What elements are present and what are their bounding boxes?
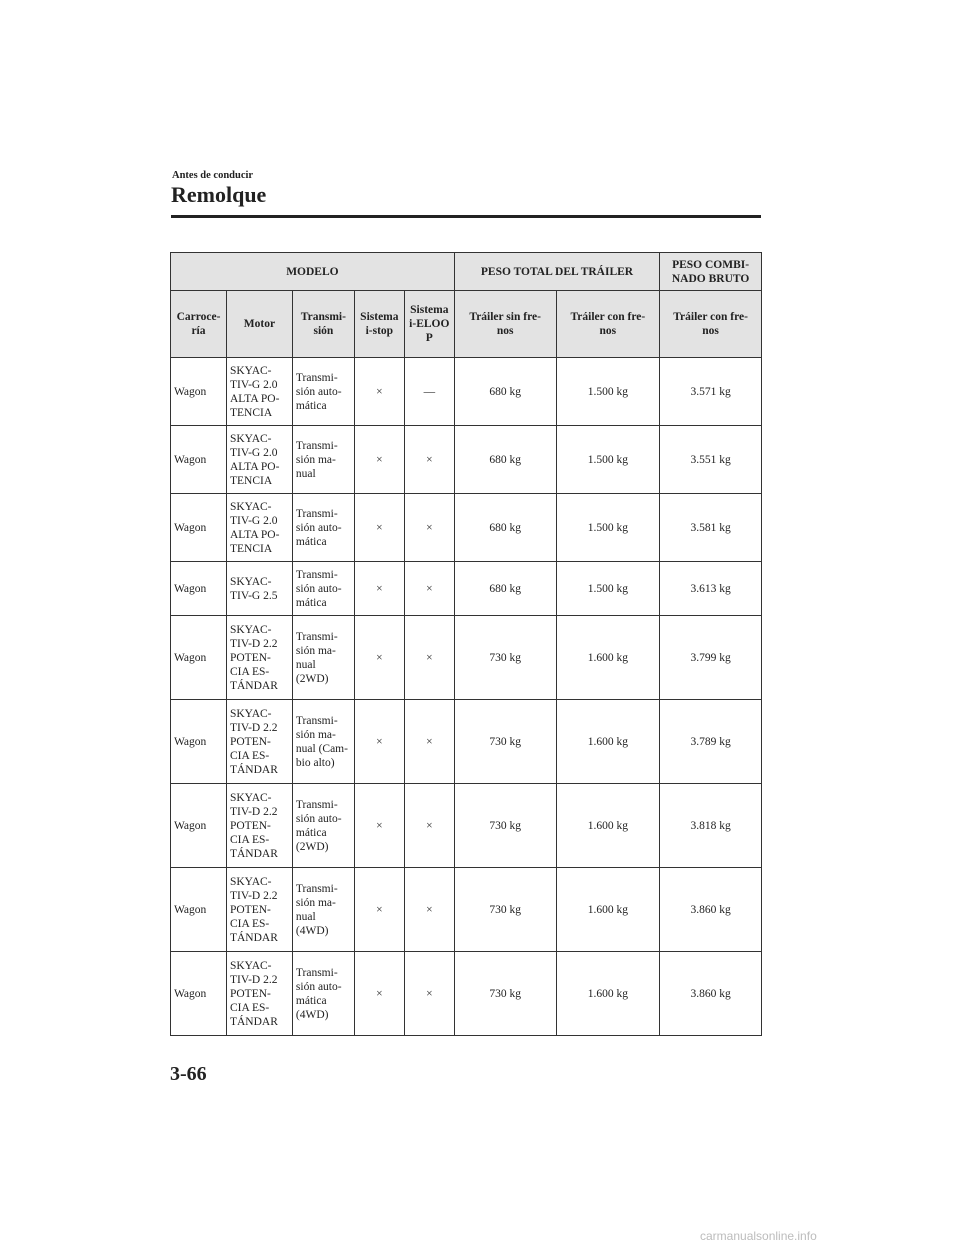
- cell-transmision: Transmi- sión ma- nual (4WD): [292, 868, 354, 952]
- cell-motor: SKYAC- TIV-D 2.2 POTEN- CIA ES- TÁNDAR: [226, 784, 292, 868]
- cell-transmision: Transmi- sión auto- mática: [292, 358, 354, 426]
- cell-trailer-sin-frenos: 680 kg: [454, 562, 556, 616]
- cell-istop: ×: [354, 784, 404, 868]
- header-carroceria: Carroce- ría: [171, 291, 227, 358]
- table-row: [171, 358, 762, 426]
- cell-trailer-con-frenos: 1.600 kg: [556, 868, 660, 952]
- header-trailer-con-frenos-gcw: Tráiler con fre- nos: [660, 291, 762, 358]
- towing-spec-table: [170, 252, 762, 1036]
- cell-transmision: Transmi- sión ma- nual (2WD): [292, 616, 354, 700]
- cell-carroceria: Wagon: [171, 426, 227, 494]
- cell-peso-combinado: 3.799 kg: [660, 616, 762, 700]
- cell-carroceria: Wagon: [171, 952, 227, 1036]
- cell-istop: ×: [354, 952, 404, 1036]
- cell-trailer-con-frenos: 1.500 kg: [556, 562, 660, 616]
- cell-ieloop: ×: [404, 616, 454, 700]
- cell-motor: SKYAC- TIV-G 2.0 ALTA PO- TENCIA: [226, 494, 292, 562]
- cell-peso-combinado: 3.860 kg: [660, 952, 762, 1036]
- cell-peso-combinado: 3.571 kg: [660, 358, 762, 426]
- header-motor: Motor: [226, 291, 292, 358]
- cell-carroceria: Wagon: [171, 562, 227, 616]
- cell-peso-combinado: 3.613 kg: [660, 562, 762, 616]
- cell-istop: ×: [354, 868, 404, 952]
- header-ieloop: Sistema i-ELOO P: [404, 291, 454, 358]
- cell-istop: ×: [354, 700, 404, 784]
- cell-carroceria: Wagon: [171, 700, 227, 784]
- cell-trailer-con-frenos: 1.500 kg: [556, 426, 660, 494]
- cell-trailer-sin-frenos: 680 kg: [454, 358, 556, 426]
- header-peso-total-trailer: PESO TOTAL DEL TRÁILER: [454, 253, 659, 291]
- table-row: [171, 426, 762, 494]
- section-label: Antes de conducir: [172, 170, 254, 181]
- cell-trailer-con-frenos: 1.500 kg: [556, 358, 660, 426]
- cell-motor: SKYAC- TIV-G 2.5: [226, 562, 292, 616]
- cell-carroceria: Wagon: [171, 616, 227, 700]
- cell-peso-combinado: 3.789 kg: [660, 700, 762, 784]
- cell-carroceria: Wagon: [171, 868, 227, 952]
- column-header-row: [171, 291, 762, 358]
- cell-motor: SKYAC- TIV-D 2.2 POTEN- CIA ES- TÁNDAR: [226, 700, 292, 784]
- cell-ieloop: —: [404, 358, 454, 426]
- table-row: [171, 562, 762, 616]
- cell-trailer-sin-frenos: 730 kg: [454, 868, 556, 952]
- cell-peso-combinado: 3.581 kg: [660, 494, 762, 562]
- table-row: [171, 616, 762, 700]
- cell-motor: SKYAC- TIV-D 2.2 POTEN- CIA ES- TÁNDAR: [226, 868, 292, 952]
- cell-motor: SKYAC- TIV-D 2.2 POTEN- CIA ES- TÁNDAR: [226, 616, 292, 700]
- cell-transmision: Transmi- sión ma- nual (Cam- bio alto): [292, 700, 354, 784]
- cell-istop: ×: [354, 426, 404, 494]
- cell-trailer-con-frenos: 1.500 kg: [556, 494, 660, 562]
- cell-istop: ×: [354, 616, 404, 700]
- header-istop: Sistema i-stop: [354, 291, 404, 358]
- table-row: [171, 784, 762, 868]
- cell-motor: SKYAC- TIV-G 2.0 ALTA PO- TENCIA: [226, 358, 292, 426]
- cell-transmision: Transmi- sión auto- mática: [292, 562, 354, 616]
- cell-trailer-con-frenos: 1.600 kg: [556, 616, 660, 700]
- table-body: [171, 358, 762, 1036]
- cell-ieloop: ×: [404, 494, 454, 562]
- header-trailer-sin-frenos: Tráiler sin fre- nos: [454, 291, 556, 358]
- watermark: carmanualsonline.info: [700, 1229, 817, 1243]
- cell-trailer-sin-frenos: 730 kg: [454, 700, 556, 784]
- cell-transmision: Transmi- sión ma- nual: [292, 426, 354, 494]
- cell-motor: SKYAC- TIV-G 2.0 ALTA PO- TENCIA: [226, 426, 292, 494]
- cell-trailer-sin-frenos: 730 kg: [454, 952, 556, 1036]
- cell-trailer-con-frenos: 1.600 kg: [556, 700, 660, 784]
- title-divider: [171, 215, 761, 218]
- page-number: 3-66: [170, 1063, 207, 1085]
- group-header-row: [171, 253, 762, 291]
- cell-ieloop: ×: [404, 868, 454, 952]
- cell-istop: ×: [354, 494, 404, 562]
- cell-carroceria: Wagon: [171, 358, 227, 426]
- cell-transmision: Transmi- sión auto- mática (4WD): [292, 952, 354, 1036]
- cell-trailer-sin-frenos: 730 kg: [454, 616, 556, 700]
- cell-ieloop: ×: [404, 562, 454, 616]
- table-row: [171, 494, 762, 562]
- cell-trailer-con-frenos: 1.600 kg: [556, 952, 660, 1036]
- cell-carroceria: Wagon: [171, 494, 227, 562]
- header-transmision: Transmi- sión: [292, 291, 354, 358]
- cell-ieloop: ×: [404, 426, 454, 494]
- table-row: [171, 700, 762, 784]
- cell-transmision: Transmi- sión auto- mática (2WD): [292, 784, 354, 868]
- table-row: [171, 952, 762, 1036]
- cell-transmision: Transmi- sión auto- mática: [292, 494, 354, 562]
- cell-motor: SKYAC- TIV-D 2.2 POTEN- CIA ES- TÁNDAR: [226, 952, 292, 1036]
- header-trailer-con-frenos: Tráiler con fre- nos: [556, 291, 660, 358]
- cell-carroceria: Wagon: [171, 784, 227, 868]
- cell-trailer-sin-frenos: 730 kg: [454, 784, 556, 868]
- cell-peso-combinado: 3.860 kg: [660, 868, 762, 952]
- cell-ieloop: ×: [404, 700, 454, 784]
- cell-istop: ×: [354, 562, 404, 616]
- page-title: Remolque: [171, 182, 267, 207]
- table-row: [171, 868, 762, 952]
- cell-peso-combinado: 3.818 kg: [660, 784, 762, 868]
- cell-trailer-con-frenos: 1.600 kg: [556, 784, 660, 868]
- cell-istop: ×: [354, 358, 404, 426]
- cell-peso-combinado: 3.551 kg: [660, 426, 762, 494]
- cell-ieloop: ×: [404, 952, 454, 1036]
- header-modelo: MODELO: [171, 253, 455, 291]
- cell-trailer-sin-frenos: 680 kg: [454, 426, 556, 494]
- cell-trailer-sin-frenos: 680 kg: [454, 494, 556, 562]
- header-peso-combinado: PESO COMBI- NADO BRUTO: [660, 253, 762, 291]
- cell-ieloop: ×: [404, 784, 454, 868]
